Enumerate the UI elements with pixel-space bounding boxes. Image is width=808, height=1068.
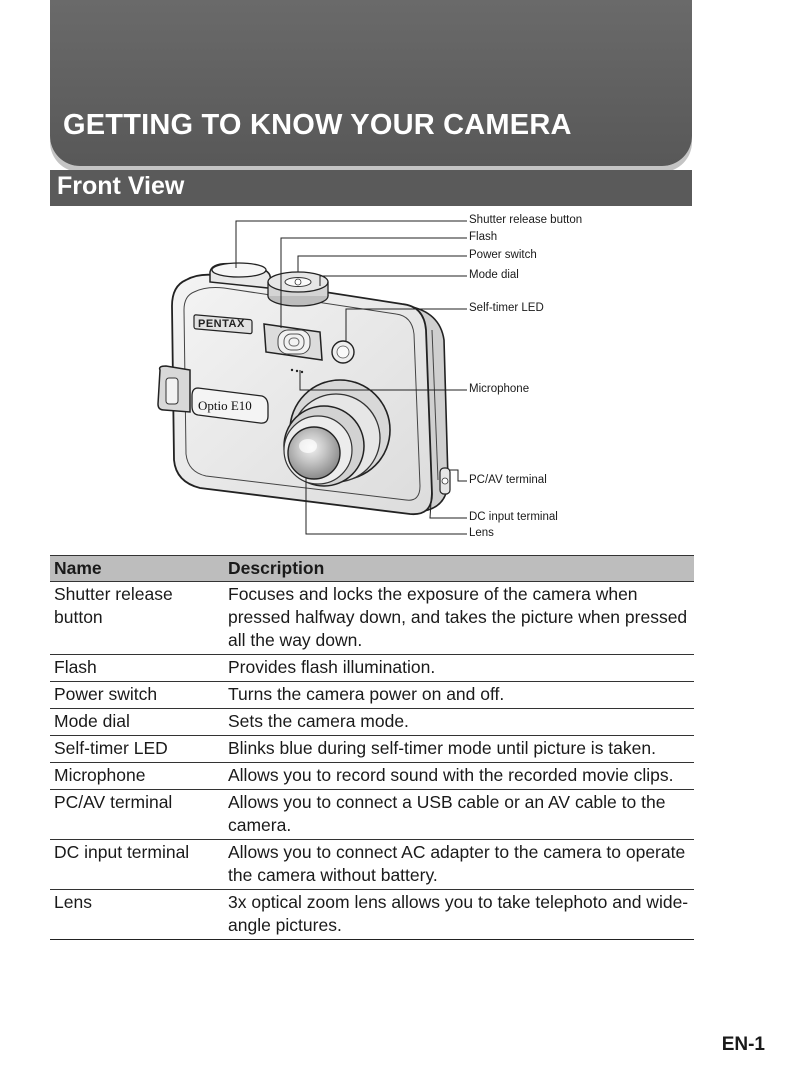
row-description: Provides flash illumination. <box>224 655 694 682</box>
callout-shutter-release-button: Shutter release button <box>469 214 583 226</box>
table-row <box>50 840 694 890</box>
page-number: EN-1 <box>721 1034 765 1055</box>
row-name: PC/AV terminal <box>50 790 224 840</box>
column-header-name: Name <box>50 556 224 582</box>
row-description: Allows you to record sound with the recorded movie clips. <box>224 763 694 790</box>
callout-pc-av-terminal: PC/AV terminal <box>469 474 547 486</box>
parts-table <box>50 555 694 940</box>
section-header <box>50 170 692 206</box>
row-description: Blinks blue during self-timer mode until picture is taken. <box>224 736 694 763</box>
table-row <box>50 890 694 940</box>
callout-dc-input-terminal: DC input terminal <box>469 511 558 523</box>
chapter-banner <box>50 0 692 166</box>
row-name: DC input terminal <box>50 840 224 890</box>
table-header-row <box>50 556 694 582</box>
row-name: Microphone <box>50 763 224 790</box>
row-name: Lens <box>50 890 224 940</box>
row-description: 3x optical zoom lens allows you to take telephoto and wide-angle pictures. <box>224 890 694 940</box>
table-row <box>50 582 694 655</box>
section-title: Front View <box>57 172 185 200</box>
table-row <box>50 736 694 763</box>
row-name: Mode dial <box>50 709 224 736</box>
chapter-title: GETTING TO KNOW YOUR CAMERA <box>63 109 572 141</box>
row-name: Flash <box>50 655 224 682</box>
model-logo: Optio E10 <box>198 398 252 413</box>
row-name: Power switch <box>50 682 224 709</box>
table-row <box>50 709 694 736</box>
callout-microphone: Microphone <box>469 383 530 395</box>
column-header-description: Description <box>224 556 694 582</box>
callout-flash: Flash <box>469 231 498 243</box>
brand-logo: PENTAX <box>198 318 245 330</box>
table-row <box>50 763 694 790</box>
camera-front-view-figure <box>140 210 630 545</box>
callout-mode-dial: Mode dial <box>469 269 519 281</box>
row-name: Shutter release button <box>50 582 224 655</box>
row-description: Sets the camera mode. <box>224 709 694 736</box>
table-row <box>50 790 694 840</box>
camera-illustration <box>140 210 630 545</box>
row-name: Self-timer LED <box>50 736 224 763</box>
row-description: Allows you to connect a USB cable or an AV cable to the camera. <box>224 790 694 840</box>
callout-lens: Lens <box>469 527 494 539</box>
callout-self-timer-led: Self-timer LED <box>469 302 544 314</box>
table-row <box>50 655 694 682</box>
row-description: Focuses and locks the exposure of the camera when pressed halfway down, and takes the picture when pressed all the way down. <box>224 582 694 655</box>
table-row <box>50 682 694 709</box>
row-description: Turns the camera power on and off. <box>224 682 694 709</box>
callout-power-switch: Power switch <box>469 249 537 261</box>
row-description: Allows you to connect AC adapter to the camera to operate the camera without battery. <box>224 840 694 890</box>
